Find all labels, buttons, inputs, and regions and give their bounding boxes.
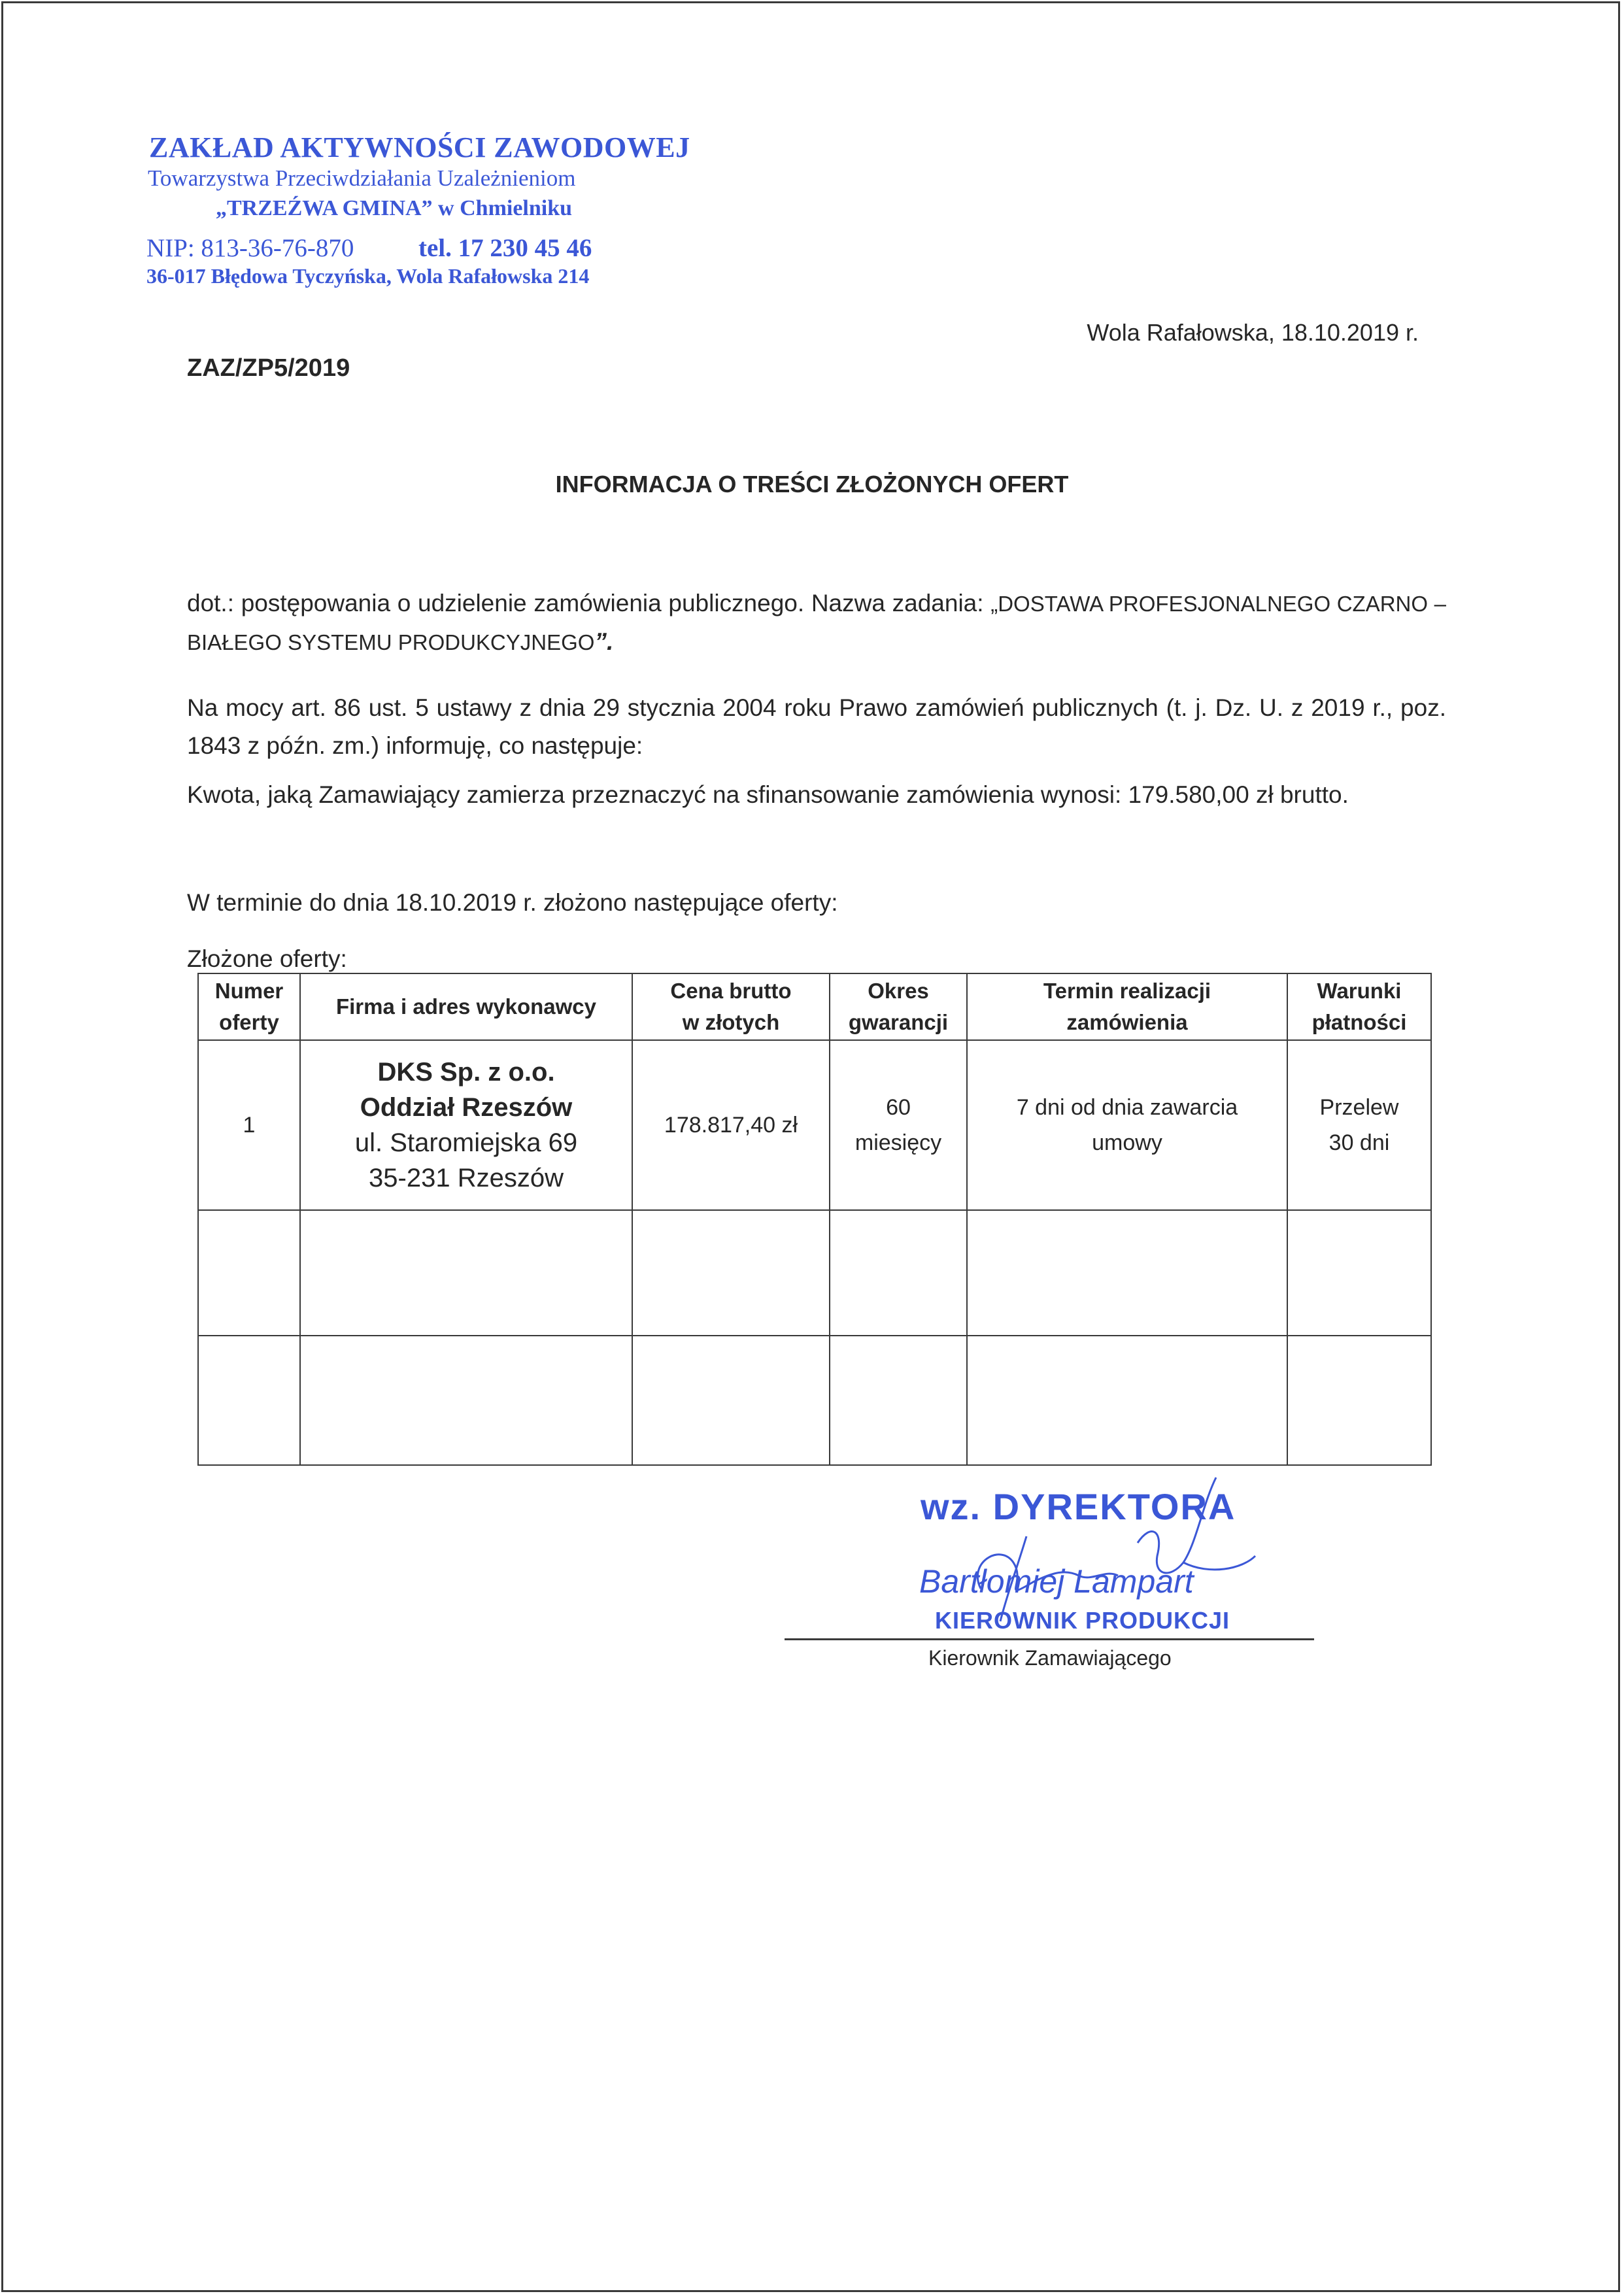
signature-line bbox=[785, 1638, 1314, 1640]
subject-close-quote: ”. bbox=[594, 628, 614, 655]
table-row-empty bbox=[198, 1210, 1431, 1336]
stamp-association: Towarzystwa Przeciwdziałania Uzależnieniom bbox=[148, 165, 576, 191]
header-offer-number: Numer oferty bbox=[198, 973, 300, 1040]
paragraph-legal-basis: Na mocy art. 86 ust. 5 ustawy z dnia 29 stycznia 2004 roku Prawo zamówień publicznych (t. j. Dz. U. z 2019 r., poz. 1843 z późn. zm.) informuję, co następuje: bbox=[187, 694, 1446, 759]
paragraph-deadline: W terminie do dnia 18.10.2019 r. złożono następujące oferty: bbox=[187, 889, 838, 916]
offers-table bbox=[197, 973, 1432, 1466]
paragraph-offers-label: Złożone oferty: bbox=[187, 945, 347, 972]
header-term: Termin realizacji zamówienia bbox=[967, 973, 1287, 1040]
document-date: Wola Rafałowska, 18.10.2019 r. bbox=[1087, 319, 1419, 346]
header-price: Cena brutto w złotych bbox=[632, 973, 830, 1040]
cell-payment: Przelew 30 dni bbox=[1287, 1040, 1431, 1210]
stamp-organization: ZAKŁAD AKTYWNOŚCI ZAWODOWEJ bbox=[149, 131, 690, 163]
table-row-empty bbox=[198, 1336, 1431, 1465]
paragraph-budget: Kwota, jaką Zamawiający zamierza przeznaczyć na sfinansowanie zamówienia wynosi: 179.580,00 zł brutto. bbox=[187, 781, 1349, 808]
table-row bbox=[198, 1040, 1431, 1210]
cell-offer-number: 1 bbox=[198, 1040, 300, 1210]
signature-stamp-name: Bartłomiej Lampart bbox=[919, 1563, 1194, 1600]
signature-stamp-role: KIEROWNIK PRODUKCJI bbox=[935, 1607, 1230, 1634]
handwritten-signature bbox=[902, 1464, 1268, 1628]
signature-stamp-title: wz. DYREKTORA bbox=[921, 1486, 1236, 1527]
stamp-association-name: „TRZEŹWA GMINA” w Chmielniku bbox=[216, 196, 573, 220]
table-header-row bbox=[198, 973, 1431, 1040]
stamp-address: 36-017 Błędowa Tyczyńska, Wola Rafałowska 214 bbox=[146, 264, 590, 288]
signature-caption: Kierownik Zamawiającego bbox=[928, 1646, 1172, 1670]
cell-price: 178.817,40 zł bbox=[632, 1040, 830, 1210]
subject-lead: dot.: postępowania o udzielenie zamówienia publicznego. Nazwa zadania: bbox=[187, 590, 991, 616]
document-title: INFORMACJA O TREŚCI ZŁOŻONYCH OFERT bbox=[555, 471, 1069, 498]
reference-number: ZAZ/ZP5/2019 bbox=[187, 354, 350, 382]
cell-term: 7 dni od dnia zawarcia umowy bbox=[967, 1040, 1287, 1210]
cell-firm: DKS Sp. z o.o. Oddział Rzeszów ul. Staromiejska 69 35-231 Rzeszów bbox=[300, 1040, 632, 1210]
header-warranty: Okres gwarancji bbox=[830, 973, 967, 1040]
header-payment: Warunki płatności bbox=[1287, 973, 1431, 1040]
cell-warranty: 60 miesięcy bbox=[830, 1040, 967, 1210]
paragraph-subject bbox=[187, 584, 1446, 662]
stamp-phone: tel. 17 230 45 46 bbox=[418, 234, 592, 262]
header-firm: Firma i adres wykonawcy bbox=[300, 973, 632, 1040]
stamp-nip: NIP: 813-36-76-870 bbox=[146, 234, 354, 262]
subject-task-name: „DOSTAWA PROFESJONALNEGO CZARNO – BIAŁEGO SYSTEMU PRODUKCYJNEGO bbox=[187, 592, 1446, 654]
